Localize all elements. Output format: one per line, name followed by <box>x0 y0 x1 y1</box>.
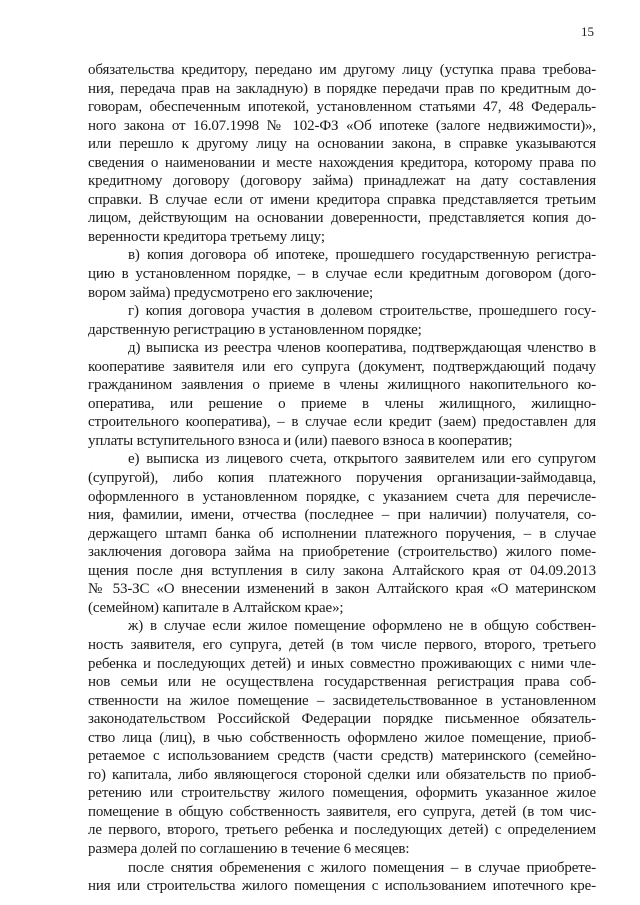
text-line: держащего штамп банка об исполнении платежного поручения, – в случае <box>88 525 596 542</box>
text-line: обязательства кредитору, передано им другому лицу (уступка права требова- <box>88 62 596 78</box>
text-line: оформленного в установленном порядке, с указанием счета для перечисле- <box>88 488 596 505</box>
text-line: ж) в случае если жилое помещение оформлено не в общую собствен- <box>128 618 596 635</box>
paragraph <box>88 61 596 246</box>
text-line: щения после дня вступления в силу закона Алтайского края от 04.09.2013 <box>88 562 596 579</box>
text-line: ния, фамилии, имени, отчества (последнее – при наличии) получателя, со- <box>88 507 596 524</box>
text-line: № 53-ЗС «О внесении изменений в закон Алтайского края «О материнском <box>88 581 596 598</box>
text-line: или перешло к другому лицу на основании закона, в справке указываются <box>88 136 596 153</box>
text-line: помещение в общую собственность заявителя, его супруга, детей (в том чис- <box>88 803 596 820</box>
text-line: сведения о наименовании и месте нахождения кредитора, которому права по <box>88 154 596 171</box>
text-line: после снятия обременения с жилого помещения – в случае приобрете- <box>128 859 596 876</box>
text-line: ственности на жилое помещение – засвидетельствованное в установленном <box>88 692 596 709</box>
text-line: в) копия договора об ипотеке, прошедшего государственную регистра- <box>128 247 596 264</box>
text-line: строительного кооператива), – в случае если кредит (заем) предоставлен для <box>88 414 596 431</box>
text-line: ность заявителя, его супруга, детей (в том числе первого, второго, третьего <box>88 636 596 653</box>
page-number: 15 <box>581 24 594 39</box>
text-line: веренности кредитора третьему лицу; <box>88 228 325 245</box>
text-line: ретению или строительству жилого помещения, оформить указанное жилое <box>88 785 596 802</box>
text-line: д) выписка из реестра членов кооператива, подтверждающая членство в <box>128 340 596 357</box>
paragraph <box>88 859 596 896</box>
text-line: нов семьи или не осуществлена государственная регистрация права соб- <box>88 674 596 691</box>
document-body <box>88 61 596 896</box>
text-line: заключения договора займа на приобретение (строительство) жилого поме- <box>88 544 596 561</box>
text-line: размера долей по соглашению в течение 6 месяцев: <box>88 840 410 857</box>
text-line: ребенка и последующих детей) и иных совместно проживающих с ними чле- <box>88 655 596 672</box>
text-line: (семейном) капитале в Алтайском крае»; <box>88 599 344 616</box>
paragraph <box>88 339 596 450</box>
text-line: справки. В случае если от имени кредитора справка представляется третьим <box>88 191 596 208</box>
text-line: го) капитала, либо являющегося стороной сделки или обязательств по приоб- <box>88 766 596 783</box>
text-line: цию в установленном порядке, – в случае если кредитным договором (дого- <box>88 266 596 283</box>
text-line: ного закона от 16.07.1998 № 102-ФЗ «Об ипотеке (залоге недвижимости)», <box>88 117 596 134</box>
text-line: уплаты вступительного взноса и (или) паевого взноса в кооператив; <box>88 432 513 449</box>
text-line: кооперативе заявителя или его супруга (документ, подтверждающий подачу <box>88 358 596 375</box>
paragraph <box>88 450 596 617</box>
text-line: оператива, или решение о приеме в члены жилищного, жилищно- <box>88 395 596 412</box>
text-line: законодательством Российской Федерации порядке письменное обязатель- <box>88 711 596 728</box>
text-line: гражданином заявления о приеме в члены жилищного накопительного ко- <box>88 377 596 394</box>
text-line: ния или строительства жилого помещения с использованием ипотечного кре- <box>88 878 596 895</box>
text-line: ретаемое с использованием средств (части средств) материнского (семейно- <box>88 748 596 765</box>
text-line: говорам, обеспеченным ипотекой, установленном статьями 47, 48 Федераль- <box>88 99 596 116</box>
text-line: кредитному договору (договору займа) принадлежат на дату составления <box>88 173 596 190</box>
text-line: ле первого, второго, третьего ребенка и последующих детей) с определением <box>88 822 596 839</box>
text-line: ния, передача прав на закладную) в порядке передачи прав по кредитным до- <box>88 80 596 97</box>
text-line: е) выписка из лицевого счета, открытого заявителем или его супругом <box>128 451 596 468</box>
paragraph <box>88 302 596 339</box>
text-line: г) копия договора участия в долевом строительстве, прошедшего госу- <box>128 303 596 320</box>
text-line: ство лица (лиц), в чью собственность оформлено жилое помещение, приоб- <box>88 729 596 746</box>
paragraph <box>88 246 596 302</box>
text-line: лицом, действующим на основании доверенности, представляется копия до- <box>88 210 596 227</box>
text-line: дарственную регистрацию в установленном порядке; <box>88 321 422 338</box>
text-line: вором займа) предусмотрено его заключение; <box>88 284 374 301</box>
paragraph <box>88 617 596 858</box>
text-line: (супругой), либо копия платежного поручения организации-займодавца, <box>88 470 596 487</box>
